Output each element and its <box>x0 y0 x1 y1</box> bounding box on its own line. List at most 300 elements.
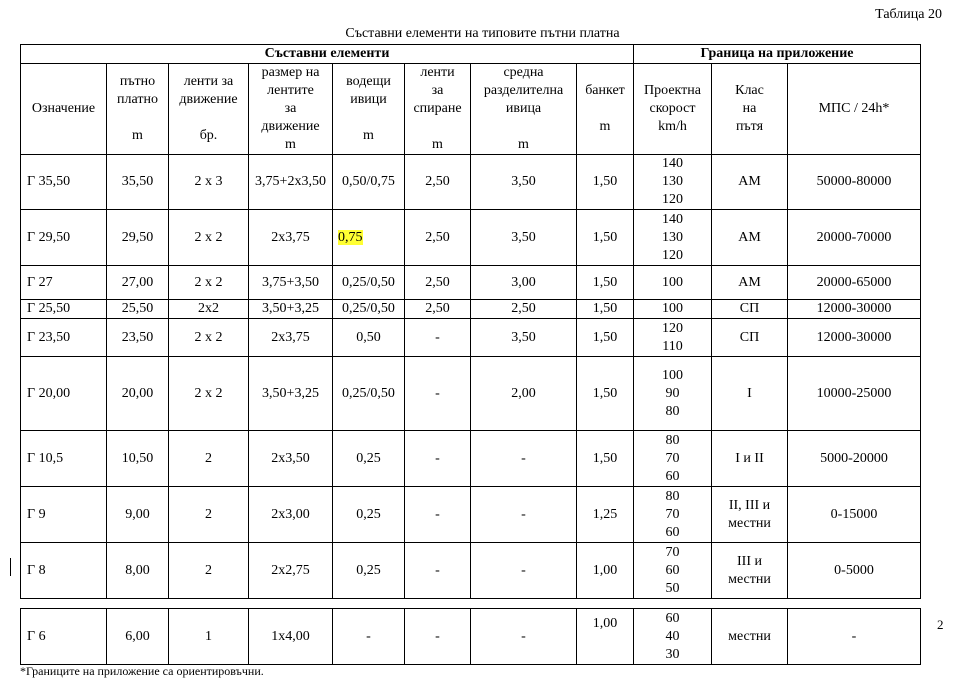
cell-line: II, III и <box>728 497 771 513</box>
cell-lane-size <box>249 155 333 210</box>
cell-value: 0,25/0,50 <box>342 385 395 401</box>
cell-value: 20,00 <box>121 385 154 401</box>
cell-value: 3,75+3,50 <box>262 274 319 290</box>
cell-road-class <box>712 210 788 266</box>
cell-value: 1,50 <box>592 329 618 345</box>
cell-lane-size <box>249 300 333 319</box>
cell-line: 90 <box>665 385 680 401</box>
cell-line: местни <box>728 515 771 531</box>
cell-width <box>107 543 169 599</box>
cell-value: 2 <box>205 562 212 578</box>
cell-traffic <box>788 487 921 543</box>
column-header-line: на <box>742 101 757 116</box>
column-header-line: ленти за <box>183 74 234 89</box>
cell-name <box>21 300 107 319</box>
cell-name <box>21 210 107 266</box>
cell-stop <box>405 300 471 319</box>
cell-median <box>471 543 577 599</box>
column-header-line: m <box>363 128 374 143</box>
cell-lanes <box>169 543 249 599</box>
cell-value: 2 <box>205 506 212 522</box>
column-header <box>21 64 107 155</box>
cell-stop <box>405 431 471 487</box>
table-row <box>21 300 921 319</box>
cell-value: 2,50 <box>425 174 450 189</box>
cell-value: Г 10,5 <box>27 450 64 466</box>
cell-shoulder <box>577 155 634 210</box>
cell-line: 120 <box>662 192 683 207</box>
cell-line: местни <box>728 571 771 587</box>
cell-value: 3,50+3,25 <box>262 301 319 316</box>
column-header <box>577 64 634 155</box>
cell-value: Г 20,00 <box>27 385 71 401</box>
cell-shoulder <box>577 543 634 599</box>
page-number-fragment: 2 <box>937 617 944 632</box>
cell-line: местни <box>728 628 771 644</box>
cell-shoulder <box>577 357 634 431</box>
cell-value: - <box>435 385 440 401</box>
cell-road-class <box>712 155 788 210</box>
cell-line: 140 <box>662 156 683 171</box>
cell-value: 29,50 <box>121 229 154 245</box>
table-row <box>21 609 921 665</box>
cell-value: 2х2,75 <box>271 562 310 578</box>
cell-value: 0,25 <box>356 562 381 578</box>
column-header-line: km/h <box>658 119 687 134</box>
column-header-line: за <box>431 83 444 98</box>
column-header <box>712 64 788 155</box>
column-header-line: ленти <box>420 65 455 80</box>
column-header-line <box>169 109 248 127</box>
cell-line: 130 <box>662 174 683 189</box>
cell-line: 40 <box>665 628 680 644</box>
cell-value: 2 х 2 <box>194 385 223 401</box>
cell-value: 0,50 <box>356 329 381 345</box>
column-header-line: движение <box>261 119 320 134</box>
cell-guide <box>333 431 405 487</box>
cell-line: 60 <box>665 562 680 578</box>
cell-name <box>21 319 107 357</box>
cell-value: 2х3,75 <box>271 329 310 345</box>
cell-line: 80 <box>665 403 680 419</box>
cell-traffic <box>788 319 921 357</box>
column-header-line: движение <box>179 92 238 107</box>
cell-value: 20000-65000 <box>816 274 892 290</box>
components-group-header: Съставни елементи <box>21 45 634 64</box>
cell-guide <box>333 300 405 319</box>
table-row <box>21 487 921 543</box>
cell-value: 1,25 <box>592 506 618 522</box>
cell-traffic <box>788 266 921 300</box>
column-header-line: спиране <box>413 101 462 116</box>
column-header-line: скорост <box>649 101 696 116</box>
cell-line: 100 <box>662 301 683 316</box>
cell-traffic <box>788 543 921 599</box>
table-row <box>21 155 921 210</box>
cell-stop <box>405 319 471 357</box>
column-header-line: банкет <box>585 83 625 98</box>
cell-road-class <box>712 319 788 357</box>
cell-guide <box>333 609 405 665</box>
cell-width <box>107 319 169 357</box>
column-header-line <box>471 118 576 136</box>
road-elements-table-continuation <box>20 608 921 665</box>
cell-speed <box>634 357 712 431</box>
table-row <box>21 210 921 266</box>
cell-lane-size <box>249 543 333 599</box>
column-header-line: Клас <box>735 83 764 98</box>
cell-guide <box>333 266 405 300</box>
cell-stop <box>405 543 471 599</box>
cell-stop <box>405 487 471 543</box>
cell-guide <box>333 543 405 599</box>
cell-value: 2 х 2 <box>194 274 223 290</box>
column-header-line: Проектна <box>644 83 701 98</box>
cell-value: 1х4,00 <box>271 628 310 644</box>
cell-value: - <box>851 628 857 644</box>
cell-width <box>107 300 169 319</box>
cell-lane-size <box>249 609 333 665</box>
table-row <box>21 543 921 599</box>
cell-line: I <box>747 385 752 401</box>
cell-speed <box>634 543 712 599</box>
cell-value: 1,50 <box>592 450 618 466</box>
cell-guide <box>333 357 405 431</box>
cell-value: 2,50 <box>425 301 450 316</box>
application-group-header: Граница на приложение <box>634 45 921 64</box>
cell-line: 130 <box>662 229 683 245</box>
cell-traffic <box>788 357 921 431</box>
cell-value: 2х2 <box>198 301 219 316</box>
cell-value: 0-15000 <box>830 506 878 522</box>
cell-name <box>21 431 107 487</box>
cell-value: 3,75+2х3,50 <box>255 174 326 189</box>
cell-value: 0,25 <box>356 506 381 522</box>
column-header-line: МПС / 24h* <box>818 101 890 116</box>
column-header-line <box>333 109 404 127</box>
column-header-line: лентите <box>267 83 314 98</box>
column-header-line: водещи <box>346 74 391 89</box>
cell-traffic <box>788 431 921 487</box>
cell-shoulder <box>577 319 634 357</box>
cell-value: - <box>435 450 440 466</box>
cell-value: 1 <box>205 628 212 644</box>
cell-value: - <box>521 562 526 578</box>
cell-value: 50000-80000 <box>816 174 892 189</box>
column-header-line: за <box>284 101 297 116</box>
cell-road-class <box>712 266 788 300</box>
cell-value: 0,25/0,50 <box>342 274 395 290</box>
cell-speed <box>634 210 712 266</box>
column-header-line: Означение <box>31 101 96 116</box>
cell-value: 8,00 <box>125 562 150 578</box>
cell-shoulder <box>577 266 634 300</box>
cell-value: 0,50/0,75 <box>342 174 395 189</box>
cell-line: 60 <box>665 524 680 540</box>
cell-traffic <box>788 210 921 266</box>
cell-name <box>21 609 107 665</box>
cell-value: 0,25/0,50 <box>342 301 395 316</box>
cell-value: 2 х 3 <box>194 174 223 189</box>
cell-median <box>471 487 577 543</box>
column-header-line: размер на <box>261 65 320 80</box>
column-header-line <box>577 100 633 118</box>
cell-stop <box>405 210 471 266</box>
cell-line: СП <box>739 301 760 316</box>
column-header-line: ивици <box>350 92 387 107</box>
cell-value: 2,50 <box>425 274 450 290</box>
cell-guide <box>333 210 405 266</box>
cell-name <box>21 543 107 599</box>
cell-value: 1,50 <box>592 229 618 245</box>
cell-line: 70 <box>665 506 680 522</box>
cell-value: 1,00 <box>592 616 618 631</box>
cell-speed <box>634 319 712 357</box>
cell-shoulder <box>577 487 634 543</box>
cell-line: 80 <box>665 432 680 448</box>
cell-speed <box>634 431 712 487</box>
cell-line: 30 <box>665 646 680 662</box>
cell-value: 12000-30000 <box>816 329 892 345</box>
table-row <box>21 319 921 357</box>
cell-line: 60 <box>665 610 680 626</box>
cell-median <box>471 357 577 431</box>
cell-speed <box>634 155 712 210</box>
cell-stop <box>405 266 471 300</box>
column-header-line: пътя <box>735 119 764 134</box>
cell-value: 2 <box>205 450 212 466</box>
cell-value: Г 35,50 <box>27 174 71 189</box>
cell-stop <box>405 357 471 431</box>
cell-value: - <box>435 562 440 578</box>
cell-value: - <box>521 628 526 644</box>
cell-median <box>471 609 577 665</box>
cell-road-class <box>712 487 788 543</box>
cell-value: 27,00 <box>121 274 154 290</box>
cell-lanes <box>169 431 249 487</box>
cell-value: 23,50 <box>121 329 154 345</box>
cell-road-class <box>712 300 788 319</box>
cell-road-class <box>712 431 788 487</box>
column-header-line: средна <box>503 65 544 80</box>
cell-line: III и <box>737 553 762 569</box>
cell-line: 50 <box>665 580 680 596</box>
cell-value: 1,50 <box>592 174 618 189</box>
cell-value: 12000-30000 <box>816 301 892 316</box>
cell-line: АМ <box>738 229 761 245</box>
cell-value: Г 29,50 <box>27 229 71 245</box>
cell-line: 120 <box>662 247 683 263</box>
cell-value: 2 х 2 <box>194 229 223 245</box>
column-header-line: m <box>132 128 143 143</box>
cell-line: 110 <box>662 338 683 354</box>
cell-lanes <box>169 155 249 210</box>
cell-value: 2х3,00 <box>271 506 310 522</box>
cell-traffic <box>788 609 921 665</box>
cell-lanes <box>169 357 249 431</box>
cell-value: 0,75 <box>338 229 363 245</box>
cell-value: - <box>521 506 526 522</box>
cell-value: 10000-25000 <box>816 385 892 401</box>
cell-shoulder <box>577 300 634 319</box>
cell-value: 5000-20000 <box>820 450 888 466</box>
column-header-line: ивица <box>505 101 542 116</box>
cell-width <box>107 210 169 266</box>
cell-median <box>471 155 577 210</box>
cell-line: 140 <box>662 211 683 227</box>
column-header-row <box>21 64 921 155</box>
column-header-line: бр. <box>199 128 218 143</box>
column-header <box>634 64 712 155</box>
cell-lane-size <box>249 319 333 357</box>
cell-lane-size <box>249 487 333 543</box>
cell-value: 2,50 <box>425 229 450 245</box>
cell-speed <box>634 300 712 319</box>
column-header <box>788 64 921 155</box>
cell-guide <box>333 319 405 357</box>
cell-width <box>107 357 169 431</box>
table-caption: Съставни елементи на типовите пътни платна <box>345 26 620 41</box>
cell-value: Г 23,50 <box>27 329 71 345</box>
cell-road-class <box>712 357 788 431</box>
column-header-line: разделителна <box>483 83 564 98</box>
cell-value: 1,00 <box>592 562 618 578</box>
cell-line: 100 <box>662 274 683 290</box>
cell-median <box>471 319 577 357</box>
cell-value: Г 8 <box>27 562 46 578</box>
cell-speed <box>634 266 712 300</box>
column-header <box>107 64 169 155</box>
cell-guide <box>333 155 405 210</box>
cell-line: 70 <box>665 544 680 560</box>
table-number: Таблица 20 <box>875 7 942 22</box>
table-row <box>21 431 921 487</box>
cell-value: - <box>366 628 371 644</box>
cell-line: АМ <box>738 174 761 189</box>
road-elements-table <box>20 44 921 599</box>
cell-guide <box>333 487 405 543</box>
cell-width <box>107 487 169 543</box>
cell-lanes <box>169 319 249 357</box>
cell-lanes <box>169 300 249 319</box>
cell-speed <box>634 609 712 665</box>
cell-lane-size <box>249 210 333 266</box>
cell-value: 1,50 <box>592 385 618 401</box>
cell-value: 2х3,75 <box>271 229 310 245</box>
cell-value: Г 25,50 <box>27 301 71 316</box>
column-header-line: m <box>285 137 296 152</box>
cell-value: 3,50 <box>511 174 536 189</box>
cell-traffic <box>788 155 921 210</box>
cell-line: 70 <box>665 450 680 466</box>
cell-line: 120 <box>662 320 683 336</box>
cell-lanes <box>169 210 249 266</box>
cell-value: Г 6 <box>27 628 46 644</box>
cell-lane-size <box>249 357 333 431</box>
cell-lanes <box>169 609 249 665</box>
table-row <box>21 266 921 300</box>
footnote: *Границите на приложение са ориентировъчни. <box>20 664 264 678</box>
cell-value: 20000-70000 <box>816 229 892 245</box>
cell-value: 10,50 <box>121 450 154 466</box>
cell-median <box>471 300 577 319</box>
cell-line: 60 <box>665 468 680 484</box>
column-header <box>333 64 405 155</box>
column-header-line: m <box>599 119 611 134</box>
cell-name <box>21 155 107 210</box>
cell-name <box>21 266 107 300</box>
table-row <box>21 357 921 431</box>
cell-road-class <box>712 609 788 665</box>
cell-value: 2,00 <box>511 385 536 401</box>
cell-line: I и II <box>735 450 764 466</box>
cell-value: 1,50 <box>592 301 618 316</box>
cell-line: СП <box>739 329 760 345</box>
cell-value: 25,50 <box>121 301 154 316</box>
column-header-line <box>405 118 470 136</box>
cell-stop <box>405 155 471 210</box>
cell-line: 80 <box>665 488 680 504</box>
cell-name <box>21 357 107 431</box>
cell-value: Г 27 <box>27 274 53 290</box>
cell-value: Г 9 <box>27 506 46 522</box>
cell-speed <box>634 487 712 543</box>
cell-value: 2,50 <box>511 301 536 316</box>
cell-value: 2 х 2 <box>194 329 223 345</box>
cell-median <box>471 431 577 487</box>
column-header <box>249 64 333 155</box>
cell-lane-size <box>249 266 333 300</box>
cell-value: 6,00 <box>125 628 150 644</box>
column-header <box>169 64 249 155</box>
cell-value: 2х3,50 <box>271 450 310 466</box>
column-header-line: пътно <box>119 74 156 89</box>
margin-mark <box>10 558 11 576</box>
cell-value: - <box>435 628 440 644</box>
cell-line: 100 <box>662 367 683 383</box>
cell-value: - <box>435 329 440 345</box>
cell-lane-size <box>249 431 333 487</box>
cell-value: 0,25 <box>356 450 381 466</box>
column-header <box>471 64 577 155</box>
cell-value: 0-5000 <box>834 562 874 578</box>
column-header-line: платно <box>117 92 158 107</box>
cell-value: 3,50 <box>511 229 536 245</box>
cell-stop <box>405 609 471 665</box>
cell-width <box>107 155 169 210</box>
column-header-line: m <box>518 137 529 152</box>
cell-value: 35,50 <box>121 174 154 189</box>
column-header-line <box>107 109 168 127</box>
cell-width <box>107 609 169 665</box>
cell-median <box>471 210 577 266</box>
cell-shoulder <box>577 210 634 266</box>
column-header <box>405 64 471 155</box>
cell-line: АМ <box>738 274 761 290</box>
cell-lanes <box>169 487 249 543</box>
cell-width <box>107 431 169 487</box>
cell-value: - <box>435 506 440 522</box>
cell-shoulder <box>577 609 634 665</box>
cell-value: 3,50 <box>511 329 536 345</box>
cell-lanes <box>169 266 249 300</box>
cell-value: - <box>521 450 526 466</box>
cell-road-class <box>712 543 788 599</box>
cell-traffic <box>788 300 921 319</box>
cell-value: 1,50 <box>592 274 618 290</box>
cell-shoulder <box>577 431 634 487</box>
cell-width <box>107 266 169 300</box>
